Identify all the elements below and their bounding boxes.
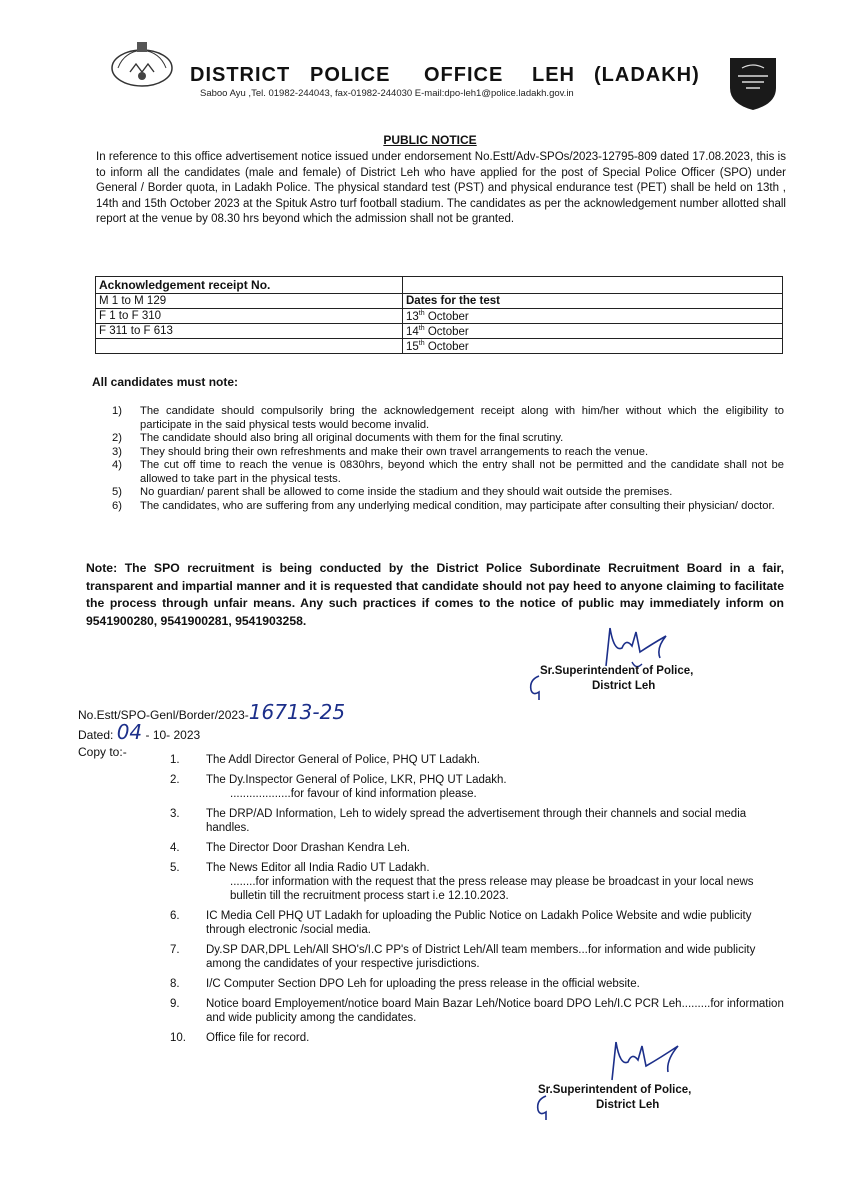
- list-item: 4. The Director Door Drashan Kendra Leh.: [170, 842, 410, 854]
- reference-date: Dated: 04 - 10- 2023: [78, 720, 201, 744]
- signatory-title: Sr.Superintendent of Police,: [538, 1084, 692, 1096]
- list-item: 5) No guardian/ parent shall be allowed to come inside the stadium and they should wait outside the premises.: [112, 486, 673, 498]
- title-word: LEH: [532, 64, 575, 86]
- table-cell: [96, 339, 403, 354]
- instructions-list: [112, 405, 784, 513]
- table-subheader-row: [96, 294, 783, 309]
- list-item: 2) The candidate should also bring all original documents with them for the final scrutiny.: [112, 432, 564, 444]
- ladakh-police-badge-icon: [722, 52, 784, 114]
- title-word: OFFICE: [424, 64, 504, 86]
- table-row: [96, 339, 783, 354]
- table-row: [96, 324, 783, 339]
- notice-heading: PUBLIC NOTICE: [383, 133, 477, 147]
- list-item: 6) The candidates, who are suffering from any underlying medical condition, may participate after consulting their physician/ doctor.: [112, 499, 775, 512]
- instructions-heading: All candidates must note:: [92, 375, 239, 389]
- title-word: (LADAKH): [594, 64, 700, 86]
- date-column-header: Dates for the test: [403, 294, 783, 309]
- notice-paragraph: In reference to this office advertisement notice issued under endorsement No.Estt/Adv-SPOs/2023-12795-809 dated 17.08.2023, this is to inform all the candidates (male and female) of District Leh who have applied for the post of Special Police Officer (SPO) under General / Border quota, in Ladakh Police. The physical standard test (PST) and physical endurance test (PET) shall be held on 13th , 14th and 15th October 2023 at the Spituk Astro turf football stadium. The candidates as per the acknowledgement number allotted shall report at the venue by 08.30 hrs beyond which the admission shall not be granted.: [96, 151, 786, 225]
- table-cell: 15th October: [403, 339, 783, 354]
- table-row: [96, 309, 783, 324]
- signatory-title: Sr.Superintendent of Police,: [540, 665, 694, 677]
- table-cell: 14th October: [403, 324, 783, 339]
- schedule-table: [95, 276, 783, 354]
- list-item: 3. The DRP/AD Information, Leh to widely spread the advertisement through their channels and social media handles.: [170, 808, 747, 834]
- list-item: 7. Dy.SP DAR,DPL Leh/All SHO's/I.C PP's of District Leh/All team members...for information and wide publicity among the candidates of your respective jurisdictions.: [170, 944, 756, 970]
- list-item: 1) The candidate should compulsorily bring the acknowledgement receipt along with him/her without which the eligibility to participate in the said physical tests would become invalid.: [112, 405, 784, 431]
- list-item: 6. IC Media Cell PHQ UT Ladakh for uploading the Public Notice on Ladakh Police Website and wdie publicity through electronic /social media.: [170, 910, 752, 936]
- table-header-row: [96, 277, 783, 294]
- signatory-block: [538, 1083, 738, 1113]
- receipt-column-header: Acknowledgement receipt No.: [96, 277, 403, 294]
- list-item: 5. The News Editor all India Radio UT Ladakh. ........for information with the request that the press release may please be broadcast in your local news bulletin till the recruitment process start i.e 12.10.2023.: [170, 862, 754, 902]
- empty-header-cell: [403, 277, 783, 294]
- signatory-district: District Leh: [592, 680, 656, 692]
- list-item: 8. I/C Computer Section DPO Leh for uploading the press release in the official website.: [170, 978, 640, 990]
- copy-to-list: [170, 753, 784, 1051]
- signatory-district: District Leh: [596, 1099, 660, 1111]
- table-cell: F 311 to F 613: [96, 324, 403, 339]
- list-item: 1. The Addl Director General of Police, PHQ UT Ladakh.: [170, 754, 481, 766]
- table-cell: F 1 to F 310: [96, 309, 403, 324]
- table-cell: 13th October: [403, 309, 783, 324]
- title-word: POLICE: [310, 64, 391, 86]
- list-item: 2. The Dy.Inspector General of Police, LKR, PHQ UT Ladakh. ...................for favour of kind information please.: [170, 774, 507, 800]
- office-address: Saboo Ayu ,Tel. 01982-244043, fax-01982-244030 E-mail:dpo-leh1@police.ladakh.gov.in: [200, 88, 574, 99]
- office-title: [190, 64, 720, 87]
- list-item: 4) The cut off time to reach the venue is 0830hrs, beyond which the entry shall not be permitted and the candidate shall not be allowed to take part in the physical tests.: [112, 459, 784, 485]
- reference-number: No.Estt/SPO-Genl/Border/2023-16713-25: [78, 700, 346, 724]
- list-item: 10. Office file for record.: [170, 1032, 310, 1044]
- table-cell: M 1 to M 129: [96, 294, 403, 309]
- copy-to-label: Copy to:-: [78, 745, 127, 759]
- signatory-block: [540, 664, 740, 694]
- police-emblem-icon: [104, 38, 180, 94]
- note-paragraph: Note: The SPO recruitment is being conducted by the District Police Subordinate Recruitment Board in a fair, transparent and impartial manner and it is requested that candidate should not pay heed to anyone claiming to facilitate the process through unfair means. Any such practices if comes to the notice of public may immediately inform on 9541900280, 9541900281, 9541903258.: [86, 561, 784, 628]
- list-item: 9. Notice board Employement/notice board Main Bazar Leh/Notice board DPO Leh/I.C PCR Leh.........for information and wide publicity among the candidates.: [170, 998, 784, 1024]
- signature-icon: [602, 1030, 712, 1090]
- list-item: 3) They should bring their own refreshments and make their own travel arrangements to reach the venue.: [112, 445, 649, 458]
- title-word: DISTRICT: [190, 64, 291, 86]
